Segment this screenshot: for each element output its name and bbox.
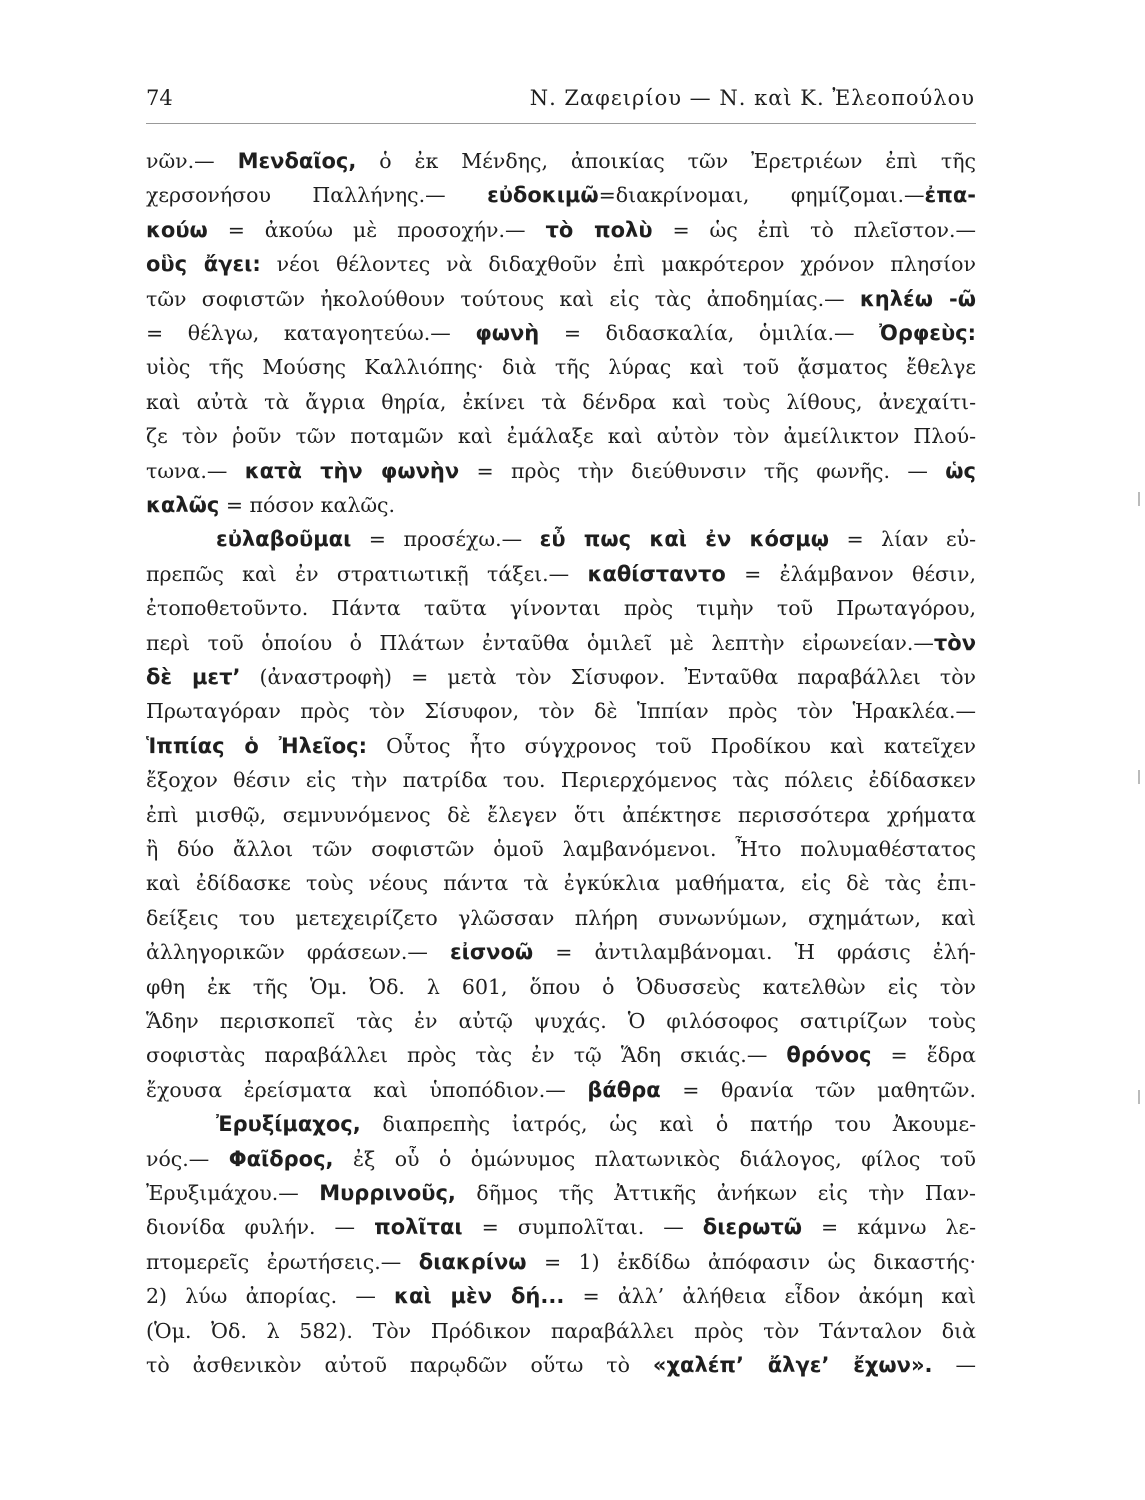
lemma: Μυρρινοῦς, <box>319 1181 456 1205</box>
gloss-text: = ἐλάμβανον θέσιν, <box>725 561 976 586</box>
gloss-text: ἐτοποθετοῦντο. Πάντα ταῦτα γίνονται πρὸς τιμὴν τοῦ Πρωταγόρου, <box>146 596 976 621</box>
lemma: θρόνος <box>786 1043 872 1068</box>
gloss-text: νέοι θέλοντες νὰ διδαχθοῦν ἐπὶ μακρότερον χρόνον πλησίον <box>260 252 976 277</box>
gloss-text: ἐπὶ μισθῷ, σεμνυνόμενος δὲ ἔλεγεν ὅτι ἀπέκτησε περισσότερα χρήματα <box>146 802 976 827</box>
header-rule <box>146 123 976 124</box>
lemma: καλῶς <box>146 493 220 517</box>
gloss-text: = προσέχω.— <box>351 527 540 552</box>
text-line <box>146 492 976 518</box>
gloss-text: ἔχουσα ἐρείσματα καὶ ὑποπόδιον.— <box>146 1077 588 1102</box>
text-line <box>146 1352 976 1378</box>
gloss-text: = λίαν εὐ- <box>828 527 976 552</box>
lemma: Ἱππίας ὁ Ἠλεῖος: <box>146 733 368 758</box>
gloss-text: πρεπῶς καὶ ἐν στρατιωτικῇ τάξει.— <box>146 561 588 586</box>
gloss-text: = ἕδρα <box>871 1043 976 1068</box>
gloss-text: φθη ἐκ τῆς Ὁμ. Ὀδ. λ 601, ὅπου ὁ Ὀδυσσεὺς κατελθὼν εἰς τὸν <box>146 974 976 999</box>
gloss-text: =διακρίνομαι, φημίζομαι.— <box>598 183 925 208</box>
margin-mark <box>1138 1090 1140 1104</box>
gloss-text: υἱὸς τῆς Μούσης Καλλιόπης· διὰ τῆς λύρας καὶ τοῦ ᾄσματος ἔθελγε <box>146 355 976 380</box>
gloss-text: = κάμνω λε- <box>802 1215 976 1240</box>
text-line <box>146 458 976 484</box>
lemma: δὲ μετ’ <box>146 665 241 689</box>
text-line <box>146 286 976 312</box>
gloss-text: καὶ αὐτὰ τὰ ἄγρια θηρία, ἐκίνει τὰ δένδρα καὶ τοὺς λίθους, ἀνεχαίτι- <box>146 389 976 414</box>
text-line <box>146 1214 976 1240</box>
gloss-text: ἐξ οὗ ὁ ὁμώνυμος πλατωνικὸς διάλογος, φίλος τοῦ <box>333 1146 976 1171</box>
gloss-text: = θρανία τῶν μαθητῶν. <box>660 1077 976 1102</box>
gloss-text: = πόσον καλῶς. <box>219 493 396 517</box>
lemma: διακρίνω <box>418 1249 527 1274</box>
gloss-text: = ὡς ἐπὶ τὸ πλεῖστον.— <box>652 217 976 242</box>
gloss-text: Πρωταγόραν πρὸς τὸν Σίσυφον, τὸν δὲ Ἱππίαν πρὸς τὸν Ἡρακλέα.— <box>146 699 976 724</box>
gloss-text: ζε τὸν ῥοῦν τῶν ποταμῶν καὶ ἐμάλαξε καὶ αὐτὸν τὸν ἀμείλικτον Πλού- <box>146 424 976 449</box>
lemma: τὸ πολὺ <box>545 217 653 242</box>
text-line <box>146 802 976 828</box>
lemma: καὶ μὲν δή... <box>394 1284 565 1309</box>
lemma: βάθρα <box>587 1077 661 1102</box>
text-line <box>146 767 976 793</box>
gloss-text: ἢ δύο ἄλλοι τῶν σοφιστῶν ὁμοῦ λαμβανόμενοι. Ἦτο πολυμαθέστατος <box>146 837 976 861</box>
gloss-text: = συμπολῖται. — <box>462 1215 703 1240</box>
text-line <box>216 526 976 552</box>
text-line <box>146 217 976 243</box>
text-line <box>146 836 976 862</box>
text-line <box>146 595 976 621</box>
gloss-text: σοφιστὰς παραβάλλει πρὸς τὰς ἐν τῷ Ἅδη σκιάς.— <box>146 1043 787 1068</box>
gloss-text: πτομερεῖς ἐρωτήσεις.— <box>146 1249 419 1274</box>
text-line <box>146 1077 976 1103</box>
lemma: Φαῖδρος, <box>228 1146 334 1171</box>
margin-mark <box>1138 492 1140 506</box>
lemma: Ὀρφεὺς: <box>879 321 976 345</box>
lemma: εὐδοκιμῶ <box>487 183 599 208</box>
text-line <box>146 561 976 587</box>
lemma: κούω <box>146 217 208 242</box>
lemma: εὐλαβοῦμαι <box>216 527 352 552</box>
gloss-text: νός.— <box>146 1146 229 1171</box>
text-line <box>146 389 976 415</box>
lemma: φωνὴ <box>475 321 540 345</box>
text-line <box>146 1042 976 1068</box>
text-line <box>146 1146 976 1172</box>
text-line <box>146 905 976 931</box>
lemma: εἰσνοῶ <box>449 940 534 965</box>
text-line <box>146 870 976 896</box>
text-line <box>146 1180 976 1206</box>
gloss-text: = 1) ἐκδίδω ἀπόφασιν ὡς δικαστής· <box>526 1249 976 1274</box>
gloss-text: διονίδα φυλήν. — <box>146 1215 375 1240</box>
gloss-text: (ἀναστροφὴ) = μετὰ τὸν Σίσυφον. Ἐνταῦθα παραβάλλει τὸν <box>240 665 976 689</box>
text-line <box>146 630 976 656</box>
text-line <box>146 1008 976 1034</box>
text-line <box>146 974 976 1000</box>
gloss-text: Οὗτος ἦτο σύγχρονος τοῦ Προδίκου καὶ κατεῖχεν <box>367 733 976 758</box>
gloss-text: δῆμος τῆς Ἀττικῆς ἀνήκων εἰς τὴν Παν- <box>455 1181 976 1205</box>
gloss-text: ἔξοχον θέσιν εἰς τὴν πατρίδα του. Περιερχόμενος τὰς πόλεις ἐδίδασκεν <box>146 768 976 793</box>
lemma: διερωτῶ <box>702 1215 803 1240</box>
gloss-text: περὶ τοῦ ὁποίου ὁ Πλάτων ἐνταῦθα ὁμιλεῖ μὲ λεπτὴν εἰρωνείαν.— <box>146 630 934 655</box>
lemma: Μενδαῖος, <box>237 149 357 173</box>
gloss-text: (Ὁμ. Ὀδ. λ 582). Τὸν Πρόδικον παραβάλλει πρὸς τὸν Τάνταλον διὰ <box>146 1318 976 1343</box>
gloss-text: = θέλγω, καταγοητεύω.— <box>146 321 476 345</box>
lemma: ὡς <box>945 458 976 483</box>
text-line <box>146 1283 976 1309</box>
text-line <box>146 733 976 759</box>
gloss-text: ἀλληγορικῶν φράσεων.— <box>146 940 450 965</box>
lemma: κηλέω -ῶ <box>859 286 976 311</box>
gloss-text: = διδασκαλία, ὁμιλία.— <box>539 321 880 345</box>
gloss-text: — <box>932 1353 976 1377</box>
text-line <box>146 939 976 965</box>
gloss-text: 2) λύω ἀπορίας. — <box>146 1284 395 1309</box>
text-line <box>146 148 976 174</box>
text-line <box>216 1111 976 1137</box>
gloss-text: = ἀκούω μὲ προσοχήν.— <box>207 217 546 242</box>
text-line <box>146 1318 976 1344</box>
lemma: πολῖται <box>374 1215 463 1240</box>
gloss-text: τωνα.— <box>146 458 245 483</box>
text-line <box>146 698 976 724</box>
running-title: Ν. Ζαφειρίου — Ν. καὶ Κ. Ἐλεοπούλου <box>529 86 975 110</box>
gloss-text: = ἀντιλαμβάνομαι. Ἡ φράσις ἐλή- <box>533 940 976 965</box>
gloss-text: = ἀλλ’ ἀλήθεια εἶδον ἀκόμη καὶ <box>564 1284 976 1309</box>
gloss-text: = πρὸς τὴν διεύθυνσιν τῆς φωνῆς. — <box>459 458 946 483</box>
lemma: Ἐρυξίμαχος, <box>216 1112 361 1137</box>
gloss-text: χερσονήσου Παλλήνης.— <box>146 183 488 208</box>
margin-mark <box>1138 770 1140 784</box>
lemma: ἐπα- <box>924 183 976 208</box>
lemma: οὓς ἄγει: <box>146 252 261 277</box>
text-line <box>146 354 976 380</box>
gloss-text: τῶν σοφιστῶν ἠκολούθουν τούτους καὶ εἰς τὰς ἀποδημίας.— <box>146 286 860 311</box>
gloss-text: ὁ ἐκ Μένδης, ἀποικίας τῶν Ἐρετριέων ἐπὶ τῆς <box>356 149 976 173</box>
lemma: τὸν <box>933 630 976 655</box>
gloss-text: καὶ ἐδίδασκε τοὺς νέους πάντα τὰ ἐγκύκλια μαθήματα, εἰς δὲ τὰς ἐπι- <box>146 871 976 896</box>
text-line <box>146 182 976 208</box>
text-line <box>146 664 976 690</box>
lemma: εὖ πως καὶ ἐν κόσμῳ <box>539 527 829 552</box>
gloss-text: διαπρεπὴς ἰατρός, ὡς καὶ ὁ πατήρ του Ἀκουμε- <box>360 1112 976 1137</box>
gloss-text: Ἐρυξιμάχου.— <box>146 1181 320 1205</box>
gloss-text: δείξεις του μετεχειρίζετο γλῶσσαν πλήρη συνωνύμων, σχημάτων, καὶ <box>146 905 976 930</box>
gloss-text: τὸ ἀσθενικὸν αὐτοῦ παρῳδῶν οὕτω τὸ <box>146 1353 653 1377</box>
lemma: καθίσταντο <box>587 561 726 586</box>
lemma: κατὰ τὴν φωνὴν <box>244 458 460 483</box>
text-line <box>146 320 976 346</box>
text-line <box>146 251 976 277</box>
text-line <box>146 1249 976 1275</box>
gloss-text: Ἅδην περισκοπεῖ τὰς ἐν αὐτῷ ψυχάς. Ὁ φιλόσοφος σατιρίζων τοὺς <box>146 1009 976 1033</box>
gloss-text: νῶν.— <box>146 149 238 173</box>
page-number: 74 <box>146 86 173 110</box>
lemma: «χαλέπ’ ἄλγε’ ἔχων». <box>652 1353 933 1377</box>
text-line <box>146 423 976 449</box>
